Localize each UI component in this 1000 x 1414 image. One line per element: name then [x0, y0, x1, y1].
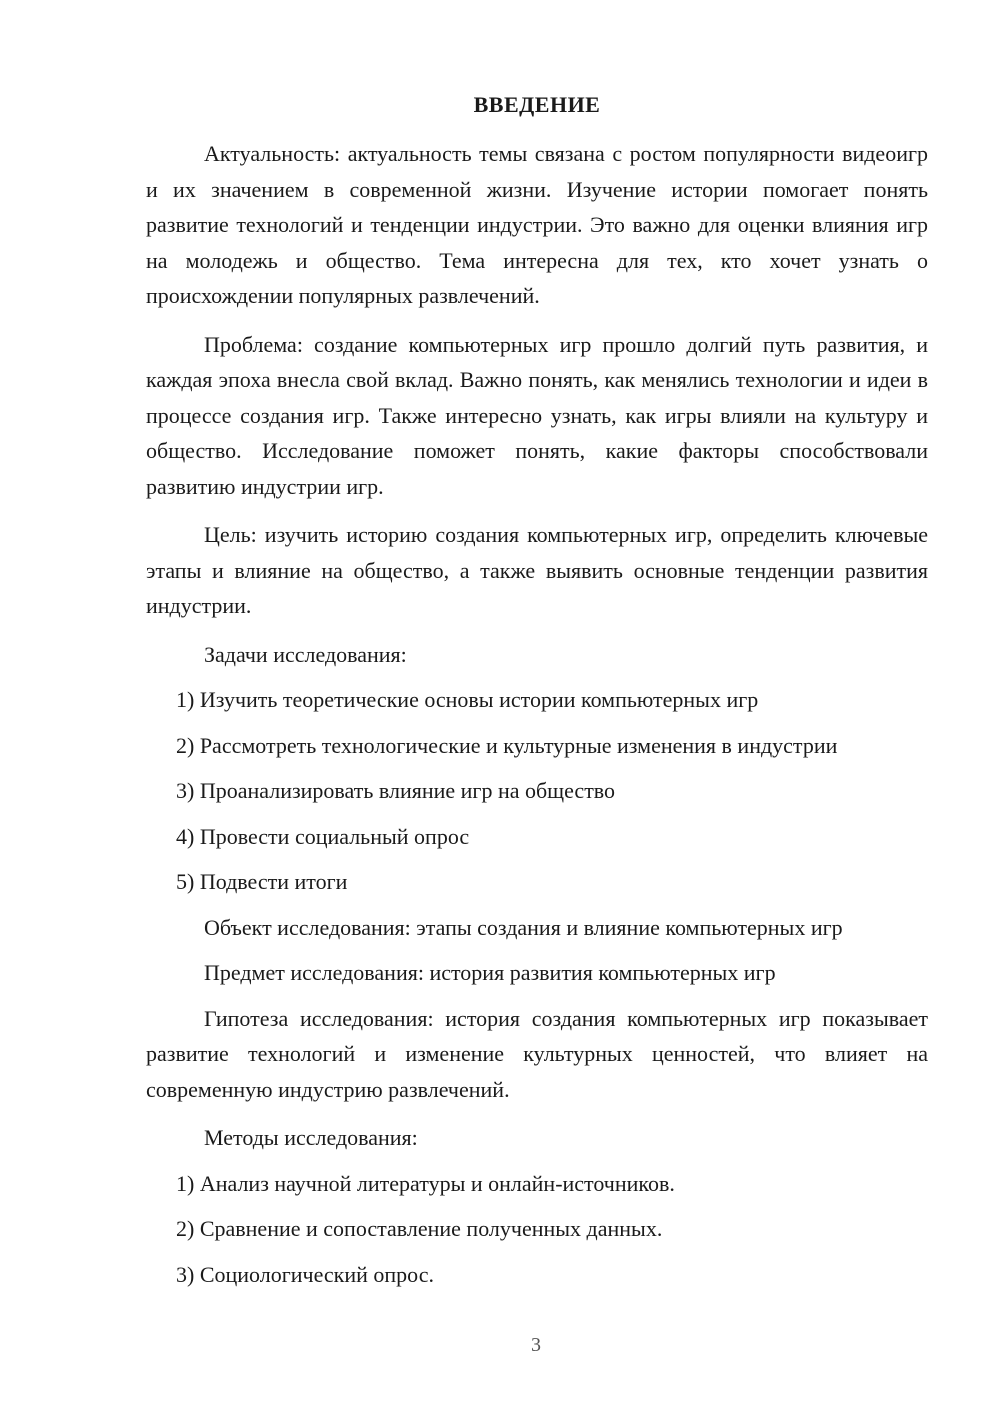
- task-item: 5) Подвести итоги: [176, 869, 348, 894]
- document-page: [146, 92, 928, 1302]
- task-item: 1) Изучить теоретические основы истории компьютерных игр: [176, 687, 759, 712]
- relevance-paragraph: Актуальность: актуальность темы связана с ростом популярности видеоигр и их значением в современной жизни. Изучение истории помогает понять развитие технологий и тенденции индустрии. Это важно для оценки влияния игр на молодежь и общество. Тема интересна для тех, кто хочет узнать о происхождении популярных развлечений.: [146, 141, 928, 308]
- method-item: 2) Сравнение и сопоставление полученных данных.: [176, 1216, 663, 1241]
- task-item: 2) Рассмотреть технологические и культурные изменения в индустрии: [176, 732, 838, 758]
- task-item: 3) Проанализировать влияние игр на общество: [176, 778, 616, 803]
- methods-heading: Методы исследования:: [204, 1125, 418, 1150]
- task-item: 4) Провести социальный опрос: [176, 823, 470, 849]
- hypothesis-paragraph: Гипотеза исследования: история создания компьютерных игр показывает развитие технологий и изменение культурных ценностей, что влияет на современную индустрию развлечений.: [146, 1005, 928, 1102]
- page-number: 3: [531, 1334, 541, 1356]
- method-item: 1) Анализ научной литературы и онлайн-источников.: [176, 1170, 675, 1196]
- research-object: Объект исследования: этапы создания и влияние компьютерных игр: [204, 914, 843, 940]
- method-item: 3) Социологический опрос.: [176, 1261, 434, 1287]
- tasks-heading: Задачи исследования:: [204, 641, 407, 667]
- research-subject: Предмет исследования: история развития компьютерных игр: [204, 960, 776, 985]
- problem-paragraph: Проблема: создание компьютерных игр прошло долгий путь развития, и каждая эпоха внесла свой вклад. Важно понять, как менялись технологии и идеи в процессе создания игр. Также интересно узнать, как игры влияли на культуру и общество. Исследование поможет понять, какие факторы способствовали развитию индустрии игр.: [146, 331, 928, 499]
- goal-paragraph: Цель: изучить историю создания компьютерных игр, определить ключевые этапы и влияние на общество, а также выявить основные тенденции развития индустрии.: [146, 522, 928, 618]
- section-title: ВВЕДЕНИЕ: [473, 92, 601, 117]
